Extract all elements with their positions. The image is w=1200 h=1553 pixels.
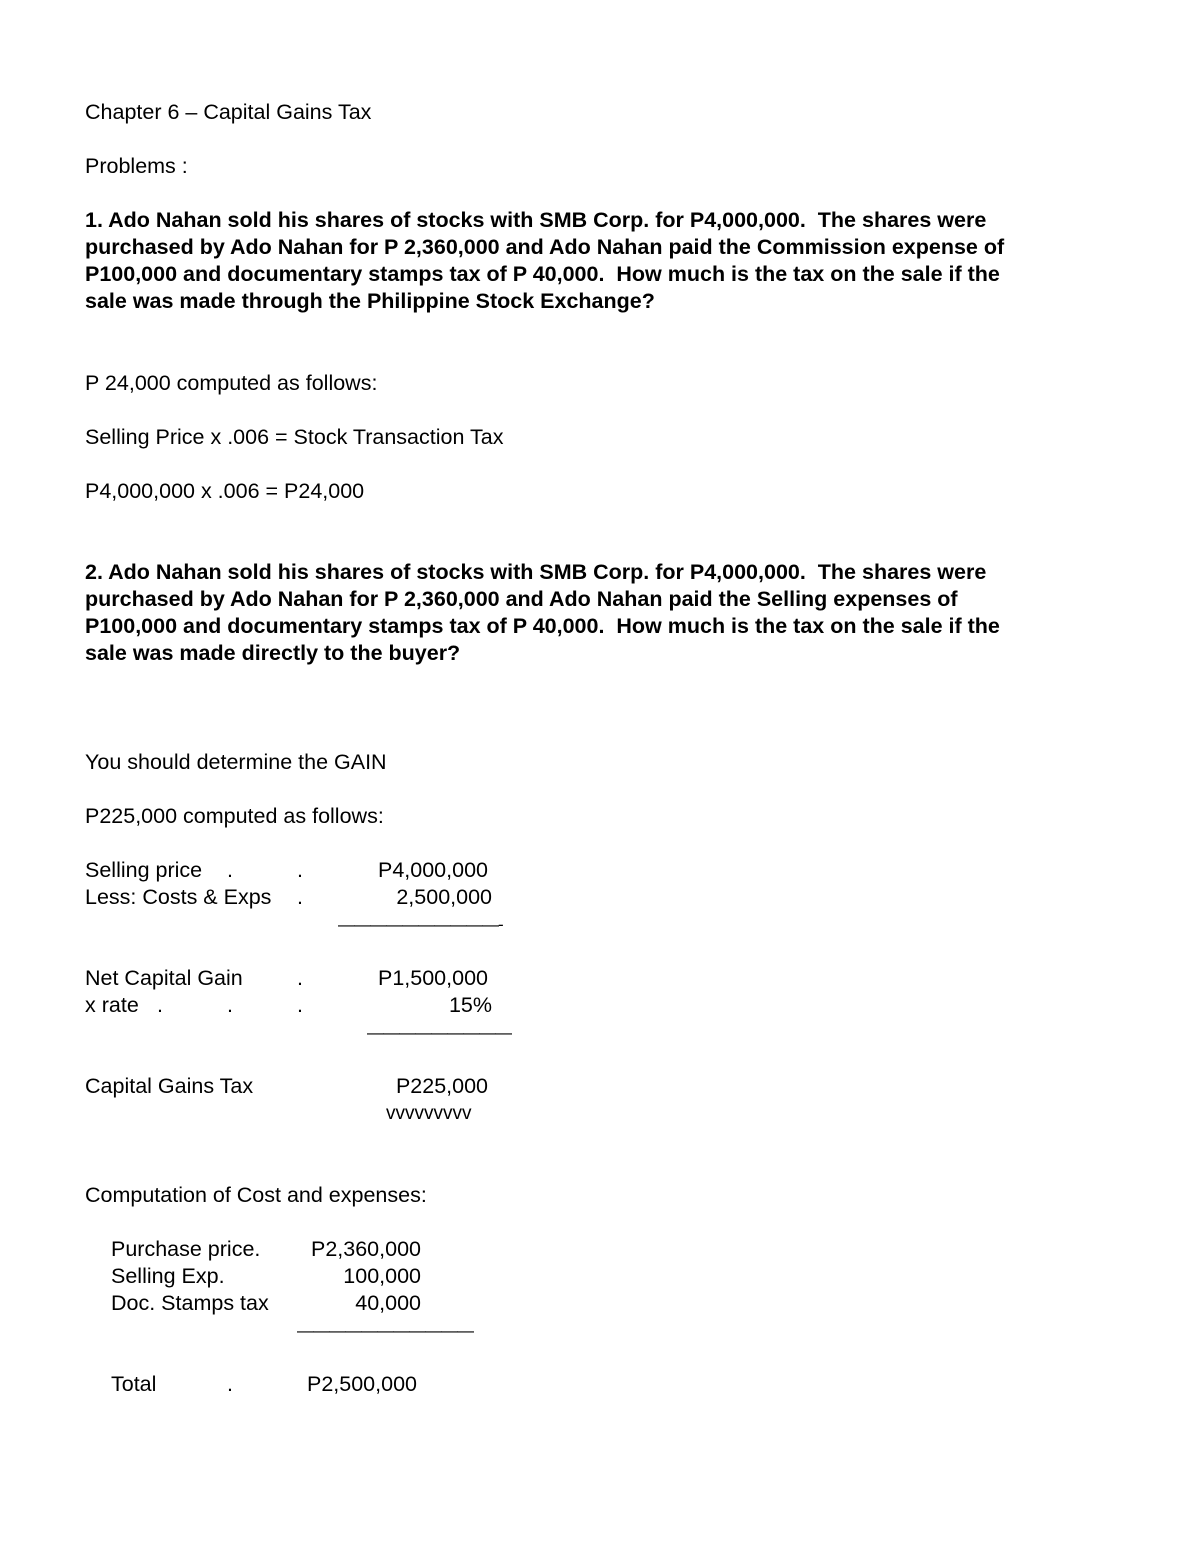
problem-2-line: sale was made directly to the buyer? [85,641,461,665]
rate-value: 15% [448,993,492,1017]
problem-2-line: purchased by Ado Nahan for P 2,360,000 and Ado Nahan paid the Selling expenses of [85,587,958,611]
total-label: Total [111,1372,157,1396]
problem-2-statement [85,559,1125,667]
subtotal-rule: ————————— [367,1023,511,1042]
rate-label: x rate [85,993,139,1017]
problem-2-instruction: You should determine the GAIN [85,750,387,774]
leader-dot: . [297,993,303,1017]
doc-stamps-label: Doc. Stamps tax [111,1291,269,1315]
purchase-price-label: Purchase price. [111,1237,261,1261]
capital-gains-tax-label: Capital Gains Tax [85,1074,254,1098]
purchase-price-value: P2,360,000 [311,1237,421,1261]
selling-exp-label: Selling Exp. [111,1264,225,1288]
leader-dot: . [297,966,303,990]
problem-1-statement [85,207,1125,315]
selling-price-label: Selling price [85,858,203,882]
problem-1-answer: P 24,000 computed as follows: [85,371,378,395]
leader-dot: . [227,1372,233,1396]
problem-1-line: purchased by Ado Nahan for P 2,360,000 and Ado Nahan paid the Commission expense of [85,235,1005,259]
leader-dot: . [227,993,233,1017]
leader-dot: . [227,858,233,882]
problem-2-answer: P225,000 computed as follows: [85,804,384,828]
problem-1-formula: Selling Price x .006 = Stock Transaction Tax [85,425,504,449]
selling-price-value: P4,000,000 [378,858,488,882]
less-costs-value: 2,500,000 [396,885,492,909]
total-rule: ——————————— [297,1321,473,1340]
leader-dot: . [297,885,303,909]
doc-stamps-value: 40,000 [355,1291,421,1315]
problems-label: Problems : [85,154,188,178]
leader-dot: . [297,858,303,882]
cost-computation-heading: Computation of Cost and expenses: [85,1183,427,1207]
subtotal-rule: ——————————- [338,915,503,934]
capital-gains-tax-value: P225,000 [395,1074,488,1098]
net-gain-label: Net Capital Gain [85,966,243,990]
less-costs-label: Less: Costs & Exps [85,885,272,909]
leader-dot: . [157,993,163,1017]
double-underline: vvvvvvvvv [386,1103,472,1124]
selling-exp-value: 100,000 [343,1264,421,1288]
total-value: P2,500,000 [307,1372,417,1396]
problem-1-calculation: P4,000,000 x .006 = P24,000 [85,479,365,503]
page-title: Chapter 6 – Capital Gains Tax [85,100,372,124]
problem-2-line: 2. Ado Nahan sold his shares of stocks with SMB Corp. for P4,000,000. The shares were [85,560,987,584]
net-gain-value: P1,500,000 [378,966,488,990]
problem-2-line: P100,000 and documentary stamps tax of P 40,000. How much is the tax on the sale if the [85,614,1000,638]
problem-1-line: 1. Ado Nahan sold his shares of stocks with SMB Corp. for P4,000,000. The shares were [85,208,987,232]
problem-1-line: P100,000 and documentary stamps tax of P 40,000. How much is the tax on the sale if the [85,262,1000,286]
problem-1-line: sale was made through the Philippine Stock Exchange? [85,289,655,313]
